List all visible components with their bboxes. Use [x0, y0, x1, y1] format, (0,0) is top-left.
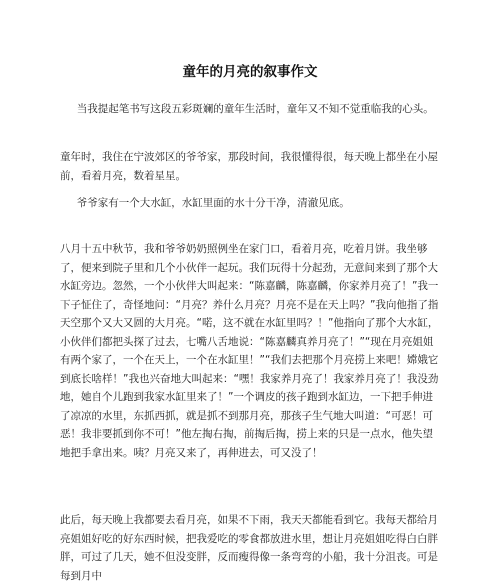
paragraph-childhood: 童年时，我住在宁波郊区的爷爷家，那段时间，我很懂得很，每天晚上都坐在小屋前，看着月亮，数着星星。	[60, 151, 438, 182]
paragraph-water-vat: 爷爷家有一个大水缸，水缸里面的水十分干净，清澈见底。	[76, 197, 350, 209]
paragraph-intro: 当我提起笔书写这段五彩斑斓的童年生活时，童年又不知不觉重临我的心头。	[76, 103, 434, 115]
paragraph-mid-autumn: 八月十五中秋节，我和爷爷奶奶照例坐在家门口，看着月亮，吃着月饼。我坐够了，便来到院子里和几个小伙伴一起玩。我们玩得十分起劲，无意间来到了那个大水缸旁边。忽然，一个小伙伴大叫起来：“陈嘉麟，陈嘉麟，你家养月亮了！”我一下子怔住了，奇怪地问：“月亮？养什么月亮？月亮不是在天上吗？”我向他指了指天空那个又大又圆的大月亮。“喏，这不就在水缸里吗？！”他指向了那个大水缸，小伙伴们都把头探了过去，七嘴八舌地说：“陈嘉麟真养月亮了！”“现在月亮姐姐有两个家了，一个在天上，一个在水缸里！”“我们去把那个月亮捞上来吧！嫦娥它到底长啥样！”我也兴奋地大叫起来：“嘿！我家养月亮了！我家养月亮了！我没劲地，她自个儿跑到我家水缸里来了！”一个调皮的孩子跑到水缸边，一下把手伸进了凉凉的水里，东抓西抓，就是抓不到那月亮，那孩子生气地大叫道：“可恶！可恶！我非要抓到你不可！”他左掏右掏，前掏后掏，捞上来的只是一点水，他失望地把手拿出来。咦？月亮又来了，再伸进去，可又没了！	[60, 243, 439, 459]
document-title: 童年的月亮的叙事作文	[182, 64, 318, 80]
paragraph-afterwards: 此后，每天晚上我都要去看月亮，如果不下雨，我天天都能看到它。我每天都给月亮姐姐好吃的好东西时候，把我爱吃的零食都放进水里，想让月亮姐姐吃得白白胖胖，可过了几天，她不但没变胖，反而瘦得像一条弯弯的小船，我十分沮丧。可是每到月中	[60, 514, 438, 582]
